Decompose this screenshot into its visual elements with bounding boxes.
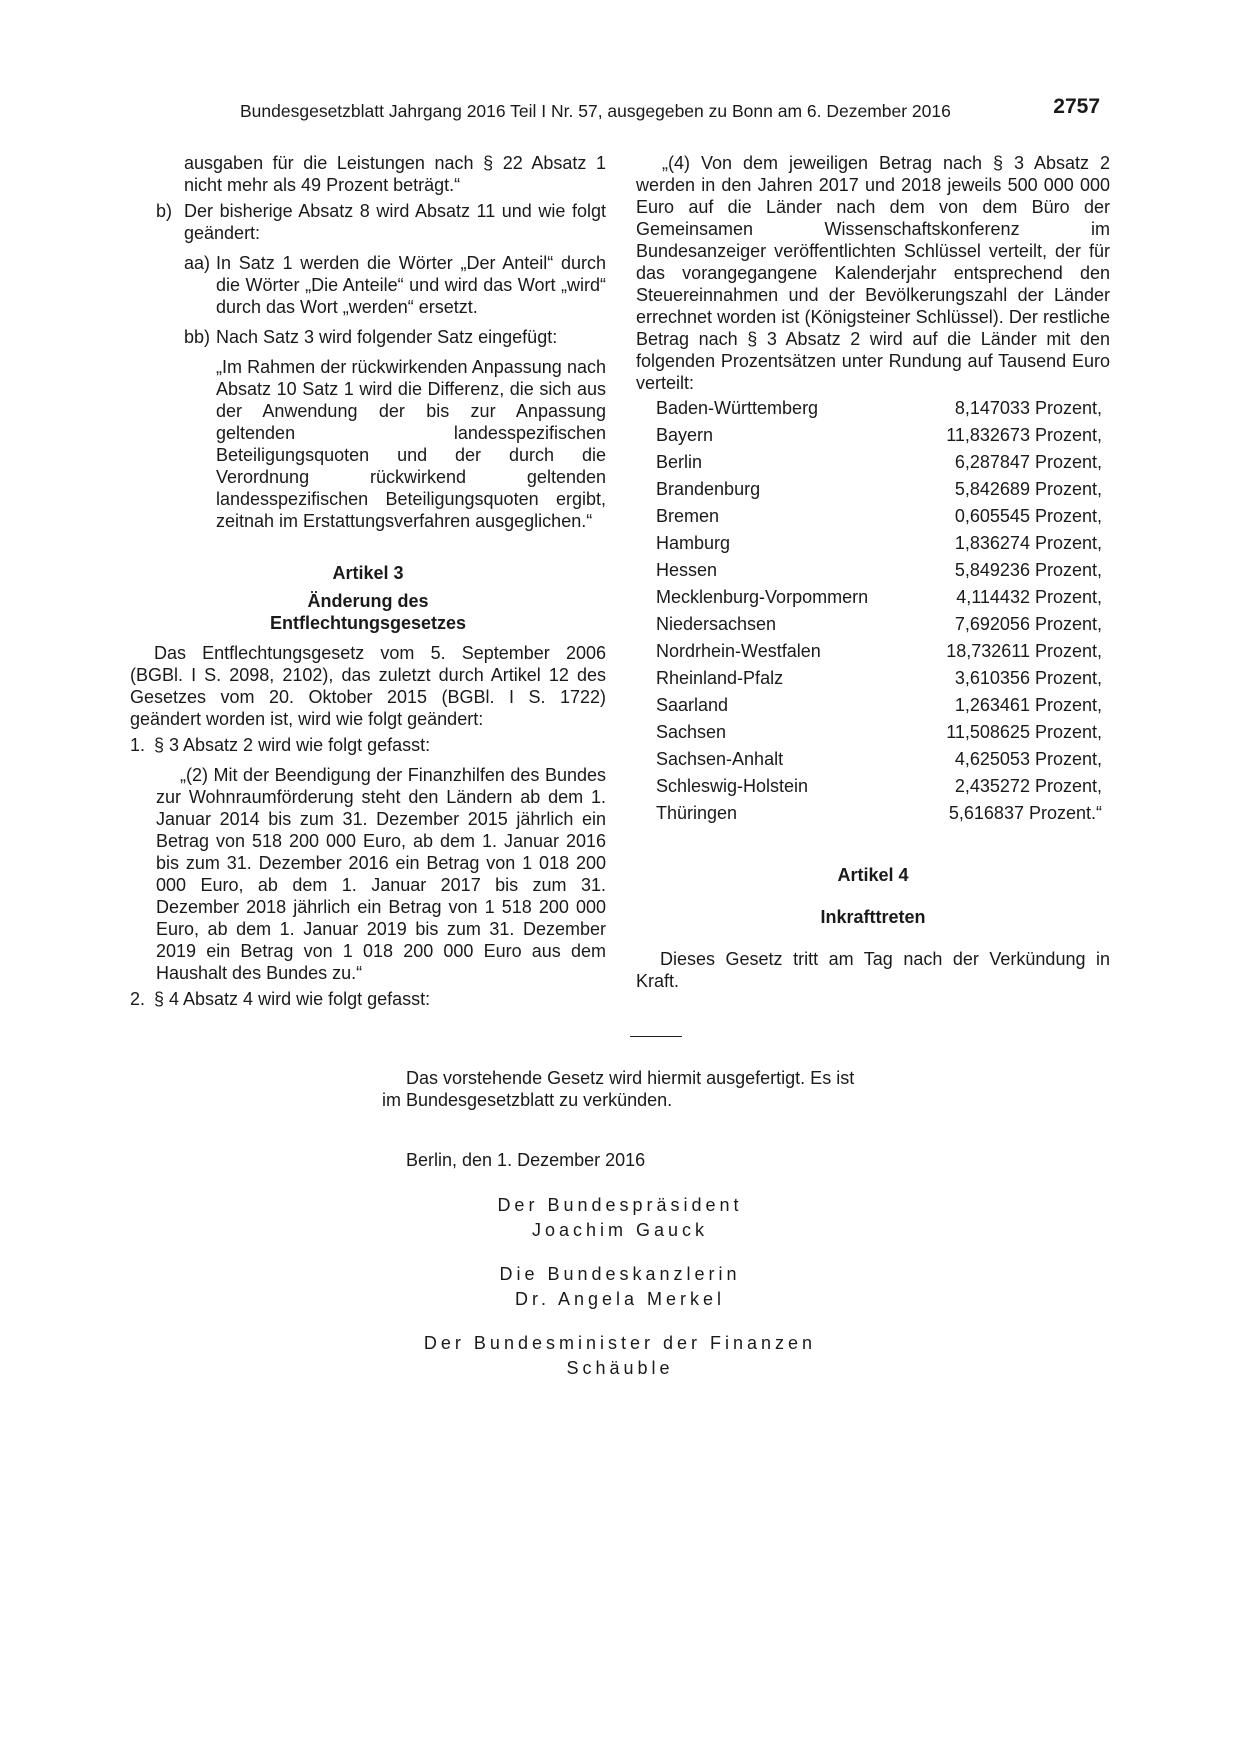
item-bb-quote: „Im Rahmen der rückwirkenden Anpassung nach Absatz 10 Satz 1 wird die Differenz, die sich aus der Anwendung der bis zur Anpassung geltenden landesspezifischen Beteiligungsquoten und der durch die Verordnung rückwirkend geltenden landesspezifischen Beteiligungsquoten ergibt, zeitnah im Erstattungsverfahren ausgeglichen.“	[216, 357, 606, 531]
item-1-text: § 3 Absatz 2 wird wie folgt gefasst:	[154, 735, 431, 755]
signature-president	[380, 1193, 860, 1243]
item-1-quote: „(2) Mit der Beendigung der Finanzhilfen des Bundes zur Wohnraumförderung steht den Ländern ab dem 1. Januar 2014 bis zum 31. Dezember 2015 jährlich ein Betrag von 518 200 000 Euro, ab dem 1. Januar 2016 bis zum 31. Dezember 2016 ein Betrag von 1 018 200 000 Euro, ab dem 1. Januar 2017 bis zum 31. Dezember 2018 jährlich ein Betrag von 1 518 200 000 Euro, ab dem 1. Januar 2019 bis zum 31. Dezember 2019 ein Betrag von 1 018 200 000 Euro aus dem Haushalt des Bundes zu.“	[156, 765, 606, 983]
article-3-title: Artikel 3	[332, 563, 404, 583]
state-name: Sachsen	[656, 722, 727, 742]
state-name: Saarland	[656, 695, 729, 715]
item-b-text: Der bisherige Absatz 8 wird Absatz 11 und wie folgt geändert:	[184, 201, 606, 243]
state-name: Niedersachsen	[656, 614, 777, 634]
paragraph-4: „(4) Von dem jeweiligen Betrag nach § 3 Absatz 2 werden in den Jahren 2017 und 2018 jeweils 500 000 000 Euro auf die Länder nach dem von dem Büro der Gemeinsamen Wissenschaftskonferenz im Bundesanzeiger veröffentlichten Schlüssel verteilt, der für das vorangegangene Kalenderjahr entsprechend den Steuereinnahmen und der Bevölkerungszahl der Länder errechnet worden ist (Königsteiner Schlüssel). Der restliche Betrag nach § 3 Absatz 2 wird auf die Länder mit den folgenden Prozentsätzen unter Rundung auf Tausend Euro verteilt:	[636, 153, 1110, 393]
state-name: Bayern	[656, 425, 714, 445]
closing-block	[382, 1067, 862, 1171]
state-percentage: 3,610356 Prozent,	[954, 668, 1102, 688]
state-name: Nordrhein-Westfalen	[656, 641, 821, 661]
item-1	[130, 734, 606, 756]
state-row	[656, 422, 1102, 449]
item-aa-label: aa)	[184, 253, 211, 273]
closing-text: Das vorstehende Gesetz wird hiermit ausgefertigt. Es ist im Bundesgesetzblatt zu verkünden.	[382, 1068, 855, 1110]
state-name: Thüringen	[656, 803, 738, 823]
state-row	[656, 530, 1102, 557]
item-b	[130, 200, 606, 244]
state-name: Brandenburg	[656, 479, 761, 499]
state-row	[656, 557, 1102, 584]
article-4-title: Artikel 4	[837, 865, 909, 885]
state-row	[656, 449, 1102, 476]
state-percentage: 5,842689 Prozent,	[954, 479, 1102, 499]
article-3-intro: Das Entflechtungsgesetz vom 5. September 2006 (BGBl. I S. 2098, 2102), das zuletzt durch Artikel 12 des Gesetzes vom 20. Oktober 2015 (BGBl. I S. 1722) geändert worden ist, wird wie folgt geändert:	[130, 643, 606, 729]
state-row	[656, 719, 1102, 746]
state-row	[656, 692, 1102, 719]
state-percentage: 4,625053 Prozent,	[954, 749, 1102, 769]
page-number: 2757	[1053, 95, 1100, 118]
left-column	[130, 152, 606, 1010]
state-percentage: 4,114432 Prozent,	[956, 587, 1102, 607]
state-name: Mecklenburg-Vorpommern	[656, 587, 869, 607]
state-percentage: 7,692056 Prozent,	[954, 614, 1102, 634]
item-2	[130, 988, 606, 1010]
signature-name: Schäuble	[566, 1358, 674, 1378]
state-name: Berlin	[656, 452, 703, 472]
item-b-label: b)	[156, 201, 173, 221]
signature-chancellor	[380, 1262, 860, 1312]
item-1-label: 1.	[130, 735, 146, 755]
item-bb-text: Nach Satz 3 wird folgender Satz eingefügt:	[216, 327, 558, 347]
state-name: Hamburg	[656, 533, 731, 553]
state-row	[656, 773, 1102, 800]
divider-line	[630, 1036, 682, 1037]
state-row	[656, 800, 1102, 827]
header-title: Bundesgesetzblatt Jahrgang 2016 Teil I Nr. 57, ausgegeben zu Bonn am 6. Dezember 2016	[240, 101, 951, 121]
state-percentage: 11,832673 Prozent,	[946, 425, 1102, 445]
signature-name: Joachim Gauck	[531, 1220, 709, 1240]
item-aa-text: In Satz 1 werden die Wörter „Der Anteil“ durch die Wörter „Die Anteile“ und wird das Wort „wird“ durch das Wort „werden“ ersetzt.	[216, 253, 606, 317]
state-row	[656, 638, 1102, 665]
state-percentage: 2,435272 Prozent,	[954, 776, 1102, 796]
state-percentage: 5,616837 Prozent.“	[948, 803, 1102, 823]
item-aa	[184, 252, 606, 318]
state-name: Schleswig-Holstein	[656, 776, 809, 796]
state-row	[656, 584, 1102, 611]
state-percentage: 8,147033 Prozent,	[954, 398, 1102, 418]
article-3-subtitle-2: Entflechtungsgesetzes	[269, 613, 467, 633]
state-row	[656, 665, 1102, 692]
signature-name: Dr. Angela Merkel	[514, 1289, 726, 1309]
state-percentage: 1,263461 Prozent,	[954, 695, 1102, 715]
article-4-subtitle: Inkrafttreten	[820, 907, 926, 927]
state-percentage: 6,287847 Prozent,	[954, 452, 1102, 472]
signature-role: Die Bundeskanzlerin	[499, 1264, 741, 1284]
state-percentage: 0,605545 Prozent,	[954, 506, 1102, 526]
state-name: Sachsen-Anhalt	[656, 749, 784, 769]
state-row	[656, 746, 1102, 773]
article-3-subtitle-1: Änderung des	[307, 591, 429, 611]
state-percentage: 18,732611 Prozent,	[946, 641, 1102, 661]
state-name: Bremen	[656, 506, 720, 526]
item-bb-label: bb)	[184, 327, 211, 347]
state-percentage: 5,849236 Prozent,	[954, 560, 1102, 580]
right-column	[636, 152, 1110, 992]
state-row	[656, 395, 1102, 422]
continued-text: ausgaben für die Leistungen nach § 22 Absatz 1 nicht mehr als 49 Prozent beträgt.“	[184, 153, 606, 195]
signature-finance-minister	[380, 1331, 860, 1381]
closing-date: Berlin, den 1. Dezember 2016	[406, 1150, 646, 1170]
state-row	[656, 611, 1102, 638]
state-row	[656, 503, 1102, 530]
state-name: Rheinland-Pfalz	[656, 668, 784, 688]
state-percentage: 11,508625 Prozent,	[946, 722, 1102, 742]
state-quota-table	[656, 395, 1102, 827]
state-name: Baden-Württemberg	[656, 398, 819, 418]
state-row	[656, 476, 1102, 503]
item-bb	[184, 326, 606, 348]
item-2-label: 2.	[130, 989, 146, 1009]
article-4-text: Dieses Gesetz tritt am Tag nach der Verkündung in Kraft.	[636, 949, 1110, 991]
signature-role: Der Bundesminister der Finanzen	[423, 1333, 817, 1353]
item-2-text: § 4 Absatz 4 wird wie folgt gefasst:	[154, 989, 431, 1009]
state-percentage: 1,836274 Prozent,	[954, 533, 1102, 553]
state-name: Hessen	[656, 560, 718, 580]
signature-role: Der Bundespräsident	[497, 1195, 743, 1215]
